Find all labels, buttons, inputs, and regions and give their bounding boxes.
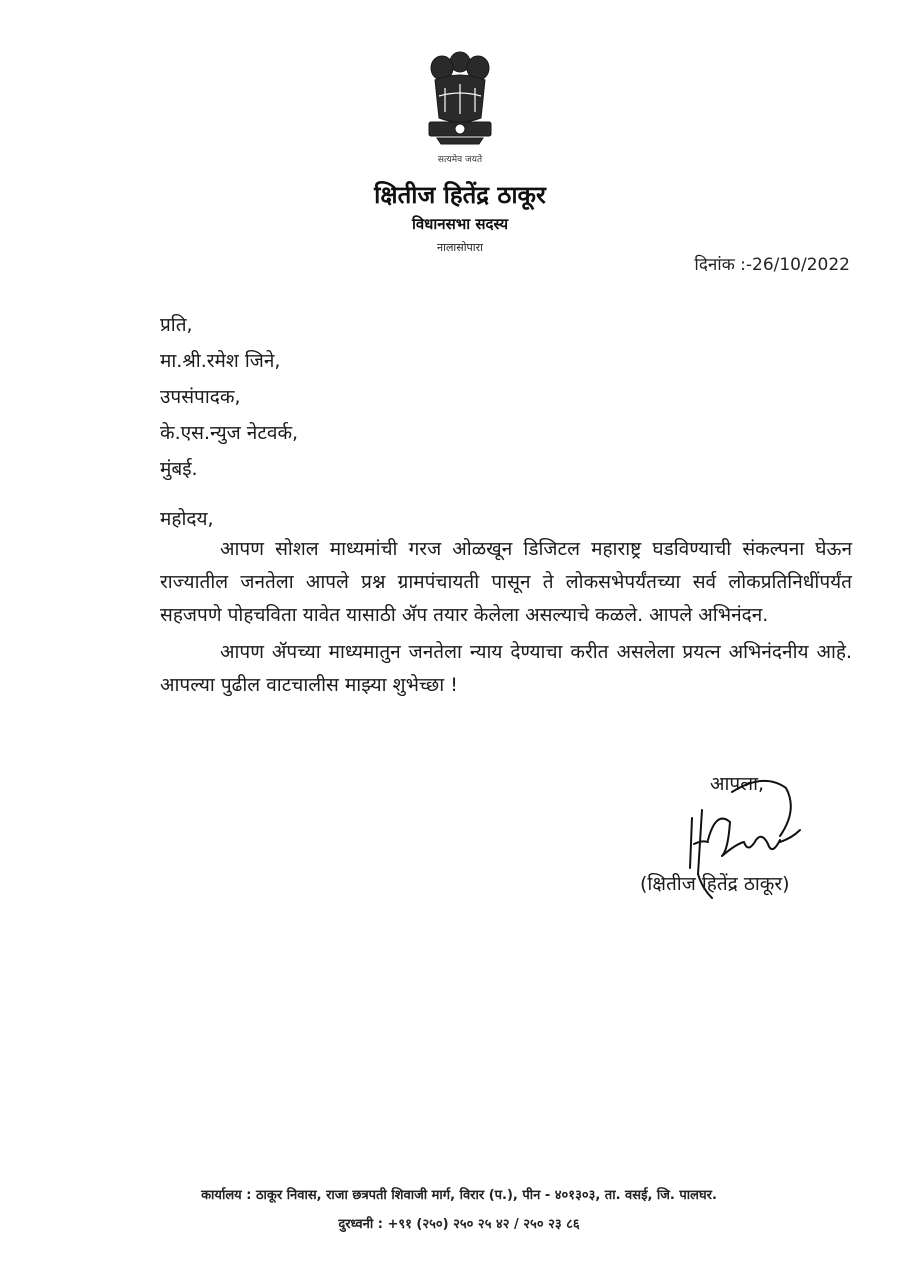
emblem-motto: सत्यमेव जयते bbox=[437, 155, 483, 165]
recipient-line: के.एस.न्युज नेटवर्क, bbox=[160, 422, 299, 444]
body-paragraph: आपण ॲपच्या माध्यमातुन जनतेला न्याय देण्याचा करीत असलेला प्रयत्न अभिनंदनीय आहे. आपल्या पुढील वाटचालीस माझ्या शुभेच्छा ! bbox=[160, 641, 852, 696]
recipient-line: मुंबई. bbox=[160, 458, 198, 480]
recipient-line: मा.श्री.रमेश जिने, bbox=[160, 350, 281, 372]
footer-address: कार्यालय : ठाकूर निवास, राजा छत्रपती शिवाजी मार्ग, विरार (प.), पीन - ४०१३०३, ता. वसई, जि. पालघर. bbox=[201, 1188, 717, 1203]
letterhead-title: विधानसभा सदस्य bbox=[411, 215, 509, 233]
signer-name: (क्षितीज हितेंद्र ठाकूर) bbox=[640, 873, 790, 895]
handwritten-signature-icon bbox=[668, 770, 828, 920]
salutation: महोदय, bbox=[160, 508, 214, 530]
recipient-line: उपसंपादक, bbox=[160, 386, 241, 408]
closing: आपला, bbox=[710, 773, 765, 795]
letter-body bbox=[160, 533, 852, 702]
national-emblem-icon bbox=[415, 40, 505, 170]
letter-date: दिनांक :-26/10/2022 bbox=[694, 255, 850, 275]
body-paragraph: आपण सोशल माध्यमांची गरज ओळखून डिजिटल महाराष्ट्र घडविण्याची संकल्पना घेऊन राज्यातील जनतेला आपले प्रश्न ग्रामपंचायती पासून ते लोकसभेपर्यंतच्या सर्व लोकप्रतिनिधींपर्यंत सहजपणे पोहचविता यावेत यासाठी ॲप तयार केलेला असल्याचे कळले. आपले अभिनंदन. bbox=[160, 538, 852, 626]
letterhead-constituency: नालासोपारा bbox=[437, 241, 483, 254]
footer-phone: दुरध्वनी : +९१ (२५०) २५० २५ ४२ / २५० २३ ८६ bbox=[338, 1217, 580, 1232]
letterhead-name: क्षितीज हितेंद्र ठाकूर bbox=[374, 181, 546, 209]
recipient-block bbox=[160, 307, 298, 487]
recipient-line: प्रति, bbox=[160, 314, 193, 336]
